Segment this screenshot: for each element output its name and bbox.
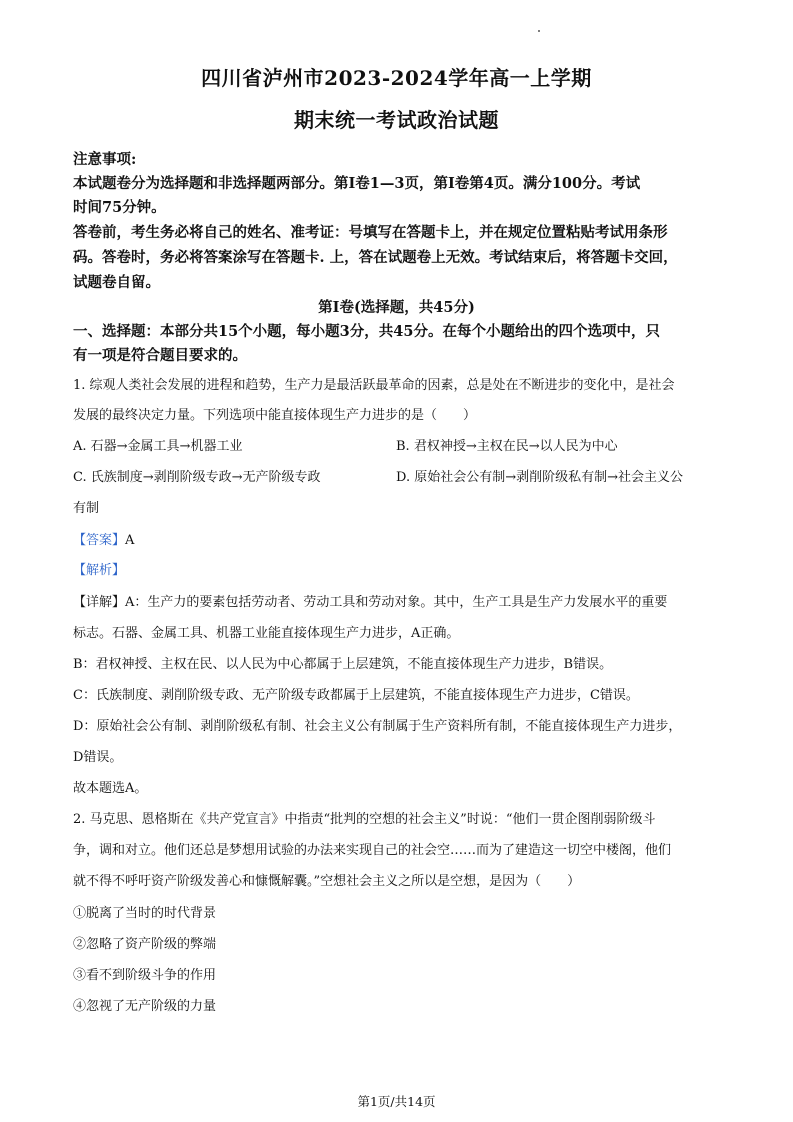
q1-option-c: C. 氏族制度→剥削阶级专政→无产阶级专政: [73, 470, 321, 485]
notes-p2-line1: 答卷前，考生务必将自己的姓名、准考证：号填写在答题卡上，并在规定位置粘贴考试用条形: [73, 224, 668, 241]
q1-detail-line1: [73, 591, 667, 610]
answer-label: 【答案】: [73, 533, 126, 548]
q1-detail-d-line1: D：原始社会公有制、剥削阶级私有制、社会主义公有制属于生产资料所有制，不能直接体现生产力进步，: [73, 719, 682, 734]
scan-dot: [538, 30, 540, 32]
notes-p2-line3: 试题卷自留。: [73, 274, 160, 291]
notes-heading: 注意事项:: [73, 151, 137, 168]
notes-p1-line1: 本试题卷分为选择题和非选择题两部分。第Ⅰ卷1—3页，第Ⅰ卷第4页。满分100分。考试: [73, 175, 641, 192]
page-footer: 第1页/共14页: [357, 1094, 436, 1109]
q1-detail-b: B：君权神授、主权在民、以人民为中心都属于上层建筑，不能直接体现生产力进步，B错误。: [73, 657, 613, 672]
q2-item-4: ④忽视了无产阶级的力量: [73, 999, 217, 1014]
q2-item-3: ③看不到阶级斗争的作用: [73, 968, 217, 983]
section-instruction-line1: 一、选择题：本部分共15个小题，每小题3分，共45分。在每个小题给出的四个选项中，只: [73, 323, 660, 340]
q1-analysis-label: 【解析】: [73, 563, 126, 578]
q1-option-d: D. 原始社会公有制→剥削阶级私有制→社会主义公: [396, 470, 684, 485]
notes-p2-line2: 码。答卷时，务必将答案涂写在答题卡. 上，答在试题卷上无效。考试结束后，将答题卡交回，: [73, 249, 678, 266]
section-title: 第Ⅰ卷(选择题，共45分): [318, 299, 475, 316]
q1-option-b: B. 君权神授→主权在民→以人民为中心: [396, 439, 618, 454]
title-line-2: 期末统一考试政治试题: [294, 108, 499, 132]
q1-detail-line2: 标志。石器、金属工具、机器工业能直接体现生产力进步，A正确。: [73, 626, 460, 641]
q1-stem-line2: 发展的最终决定力量。下列选项中能直接体现生产力进步的是（ ）: [73, 408, 477, 423]
detail-label: 【详解】: [73, 595, 126, 610]
q1-answer: [73, 529, 134, 548]
q1-conclusion: 故本题选A。: [73, 781, 148, 796]
section-instruction-line2: 有一项是符合题目要求的。: [73, 347, 247, 364]
q2-item-1: ①脱离了当时的时代背景: [73, 906, 217, 921]
q1-detail-c: C：氏族制度、剥削阶级专政、无产阶级专政都属于上层建筑，不能直接体现生产力进步，C错误。: [73, 688, 639, 703]
notes-p1-line2: 时间75分钟。: [73, 199, 166, 216]
q1-option-a: A. 石器→金属工具→机器工业: [73, 439, 243, 454]
q2-stem-line2: 争，调和对立。他们还总是梦想用试验的办法来实现自己的社会空……而为了建造这一切空中楼阁，他们: [73, 843, 672, 858]
answer-value: A: [125, 533, 135, 548]
q1-option-d-continued: 有制: [73, 501, 100, 516]
q2-stem-line3: 就不得不呼吁资产阶级发善心和慷慨解囊。”空想社会主义之所以是空想，是因为（ ）: [73, 874, 581, 889]
q1-stem-line1: 1. 综观人类社会发展的进程和趋势，生产力是最活跃最革命的因素，总是处在不断进步的变化中，是社会: [73, 378, 675, 393]
detail-text-1: A：生产力的要素包括劳动者、劳动工具和劳动对象。其中，生产工具是生产力发展水平的重要: [125, 595, 668, 610]
q1-detail-d-line2: D错误。: [73, 750, 123, 765]
title-line-1: 四川省泸州市2023-2024学年高一上学期: [201, 66, 592, 90]
q2-item-2: ②忽略了资产阶级的弊端: [73, 937, 217, 952]
q2-stem-line1: 2. 马克思、恩格斯在《共产党宣言》中指责“批判的空想的社会主义”时说：“他们一贯企图削弱阶级斗: [73, 812, 656, 827]
